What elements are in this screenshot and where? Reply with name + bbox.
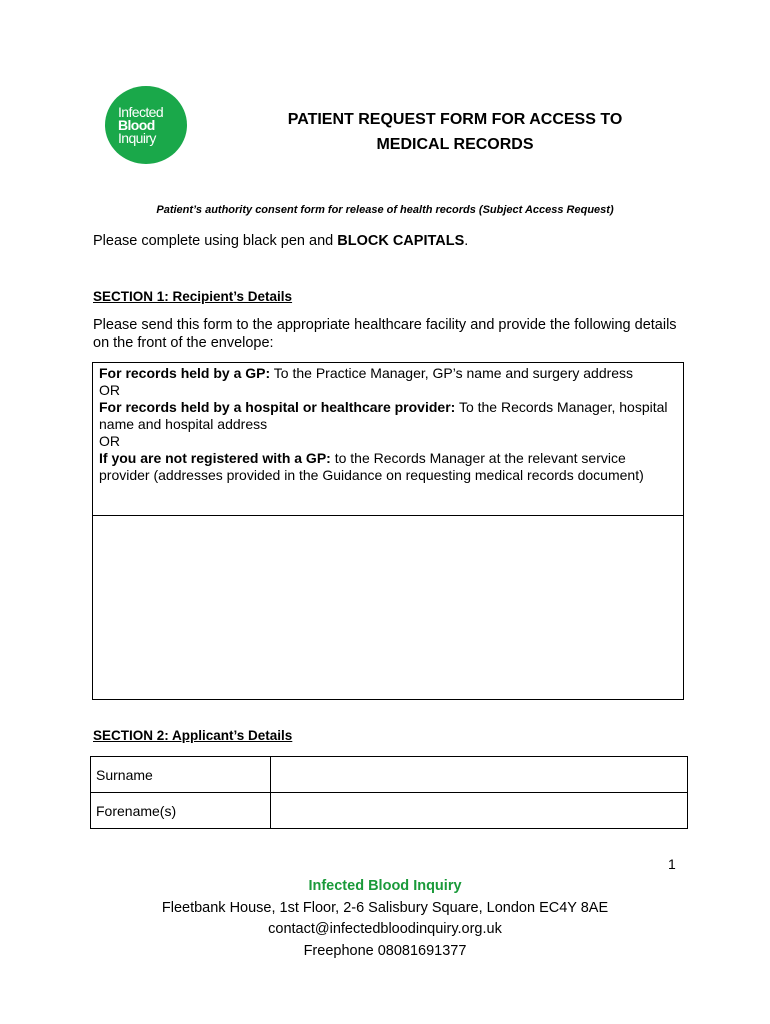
- instruction-text: [93, 233, 468, 249]
- forename-field[interactable]: [271, 793, 688, 829]
- section-1-heading: SECTION 1: Recipient’s Details: [93, 289, 293, 304]
- surname-field[interactable]: [271, 757, 688, 793]
- surname-label: Surname: [91, 757, 271, 793]
- logo-line-3: Inquiry: [118, 129, 156, 146]
- hospital-label: For records held by a hospital or healthcare provider:: [99, 399, 456, 415]
- page-number: 1: [668, 856, 676, 872]
- instruction-end: .: [464, 233, 469, 249]
- page-title: [230, 107, 680, 157]
- not-registered-instruction: [99, 450, 677, 484]
- footer-phone: Freephone 08081691377: [303, 942, 467, 959]
- not-registered-text: to the Records Manager at the relevant service provider (addresses provided in the Guidance on requesting medical records document): [99, 450, 644, 483]
- hospital-instruction: [99, 399, 677, 433]
- footer-org-name: Infected Blood Inquiry: [308, 878, 462, 894]
- table-row: [91, 757, 688, 793]
- table-row: [91, 793, 688, 829]
- hospital-text: To the Records Manager, hospital name and hospital address: [99, 399, 668, 432]
- logo-line-2: Blood: [118, 116, 155, 133]
- logo-line-1: Infected: [118, 103, 164, 120]
- forename-label: Forename(s): [91, 793, 271, 829]
- infected-blood-inquiry-logo: [105, 86, 187, 164]
- footer-address: Fleetbank House, 1st Floor, 2-6 Salisbury Square, London EC4Y 8AE: [161, 899, 609, 916]
- gp-instruction: [99, 365, 677, 382]
- or-separator-1: OR: [99, 382, 120, 398]
- instruction-bold: BLOCK CAPITALS: [337, 233, 465, 249]
- footer: [0, 876, 770, 962]
- form-subtitle: Patient’s authority consent form for release of health records (Subject Access Request): [156, 204, 614, 216]
- not-registered-label: If you are not registered with a GP:: [99, 450, 331, 466]
- recipient-instructions: [93, 363, 683, 516]
- footer-email[interactable]: contact@infectedbloodinquiry.org.uk: [268, 921, 502, 937]
- or-separator-2: OR: [99, 433, 120, 449]
- title-line-2: MEDICAL RECORDS: [376, 136, 534, 153]
- title-line-1: PATIENT REQUEST FORM FOR ACCESS TO: [287, 111, 623, 128]
- recipient-details-box: [92, 362, 684, 700]
- applicant-details-table: [90, 756, 688, 829]
- gp-label: For records held by a GP:: [99, 365, 271, 381]
- instruction-main: Please complete using black pen and: [93, 233, 338, 249]
- section-2-heading: SECTION 2: Applicant’s Details: [93, 728, 293, 743]
- gp-text: To the Practice Manager, GP’s name and surgery address: [270, 365, 634, 381]
- section-1-paragraph: Please send this form to the appropriate healthcare facility and provide the following details on the front of the envelope:: [93, 317, 677, 351]
